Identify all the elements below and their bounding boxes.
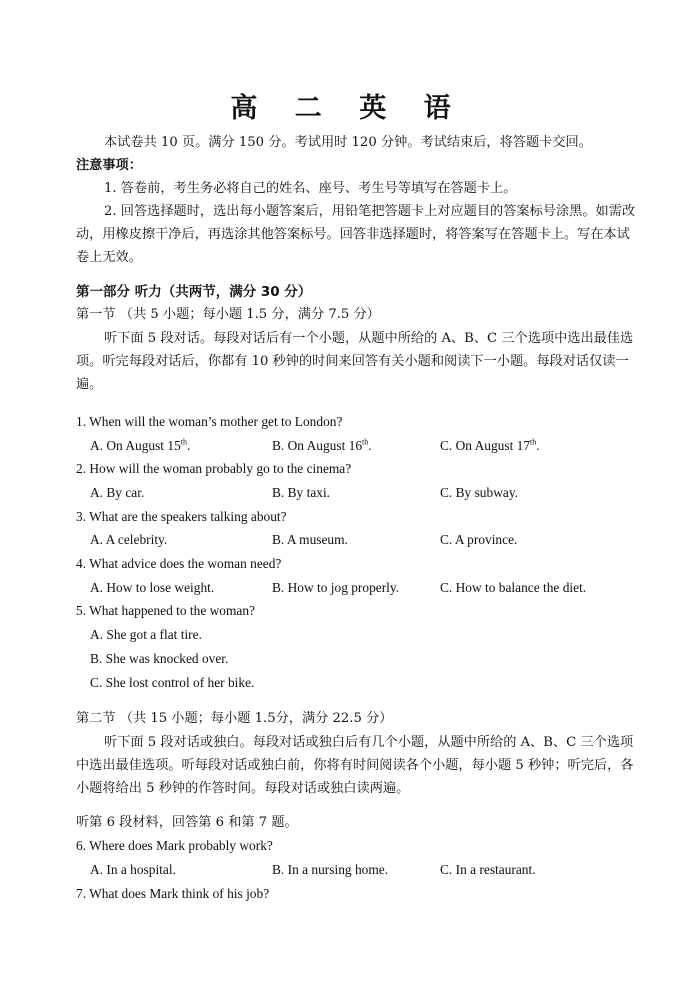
q4-option-a: A. How to lose weight. [90,580,215,595]
q1-option-a: A. On August 15th. [90,437,191,453]
section2-instructions: 听下面 5 段对话或独白。每段对话或独白后有几个小题，从题中所给的 A、B、C 三个选项中选出最佳选项。听每段对话或独白前，你将有时间阅读各个小题，每小题 5 秒钟；听完后，各小题将给出 5 秒钟的作答时间。每段对话或独白读两遍。 [76,735,634,796]
q2-option-a: A. By car. [90,485,145,500]
section1-instructions: 听下面 5 段对话。每段对话后有一个小题，从题中所给的 A、B、C 三个选项中选出最佳选项。听完每段对话后，你都有 10 秒钟的时间来回答有关小题和阅读下一小题。每段对话仅读一遍。 [76,331,634,392]
q3-option-a: A. A celebrity. [90,532,168,547]
notice-item-2: 2. 回答选择题时，选出每小题答案后，用铅笔把答题卡上对应题目的答案标号涂黑。如需改动，用橡皮擦干净后，再选涂其他答案标号。回答非选择题时，将答案写在答题卡上。写在本试卷上无效。 [76,204,636,265]
notice-label: 注意事项： [76,158,142,173]
q5-option-b: B. She was knocked over. [90,651,229,666]
page-title: 高 二 英 语 [230,93,465,124]
q4-option-b: B. How to jog properly. [272,580,400,595]
q3-option-b: B. A museum. [272,532,348,547]
q5-option-c: C. She lost control of her bike. [90,675,255,690]
question-3: 3. What are the speakers talking about? [76,509,287,524]
q3-option-c: C. A province. [440,532,518,547]
question-4: 4. What advice does the woman need? [76,556,282,571]
question-6: 6. Where does Mark probably work? [76,838,273,853]
question-7: 7. What does Mark think of his job? [76,886,270,901]
question-2: 2. How will the woman probably go to the cinema? [76,461,352,476]
question-5: 5. What happened to the woman? [76,603,255,618]
q2-option-c: C. By subway. [440,485,518,500]
q6-option-b: B. In a nursing home. [272,862,389,877]
q4-option-c: C. How to balance the diet. [440,580,587,595]
q6-option-a: A. In a hospital. [90,862,176,877]
material-6-label: 听第 6 段材料，回答第 6 和第 7 题。 [76,815,298,830]
section1-heading: 第一节 （共 5 小题；每小题 1.5 分，满分 7.5 分） [76,307,380,322]
question-1: 1. When will the woman’s mother get to London? [76,414,343,429]
part1-heading: 第一部分 听力（共两节，满分 30 分） [76,284,312,300]
q1-option-b: B. On August 16th. [272,437,372,453]
q5-option-a: A. She got a flat tire. [90,627,202,642]
q2-option-b: B. By taxi. [272,485,331,500]
notice-item-1: 1. 答卷前，考生务必将自己的姓名、座号、考生号等填写在答题卡上。 [104,181,517,196]
q6-option-c: C. In a restaurant. [440,862,536,877]
q1-option-c: C. On August 17th. [440,437,540,453]
section2-heading: 第二节 （共 15 小题；每小题 1.5分，满分 22.5 分） [76,711,393,726]
intro-text: 本试卷共 10 页。满分 150 分。考试用时 120 分钟。考试结束后，将答题卡交回。 [104,135,592,150]
